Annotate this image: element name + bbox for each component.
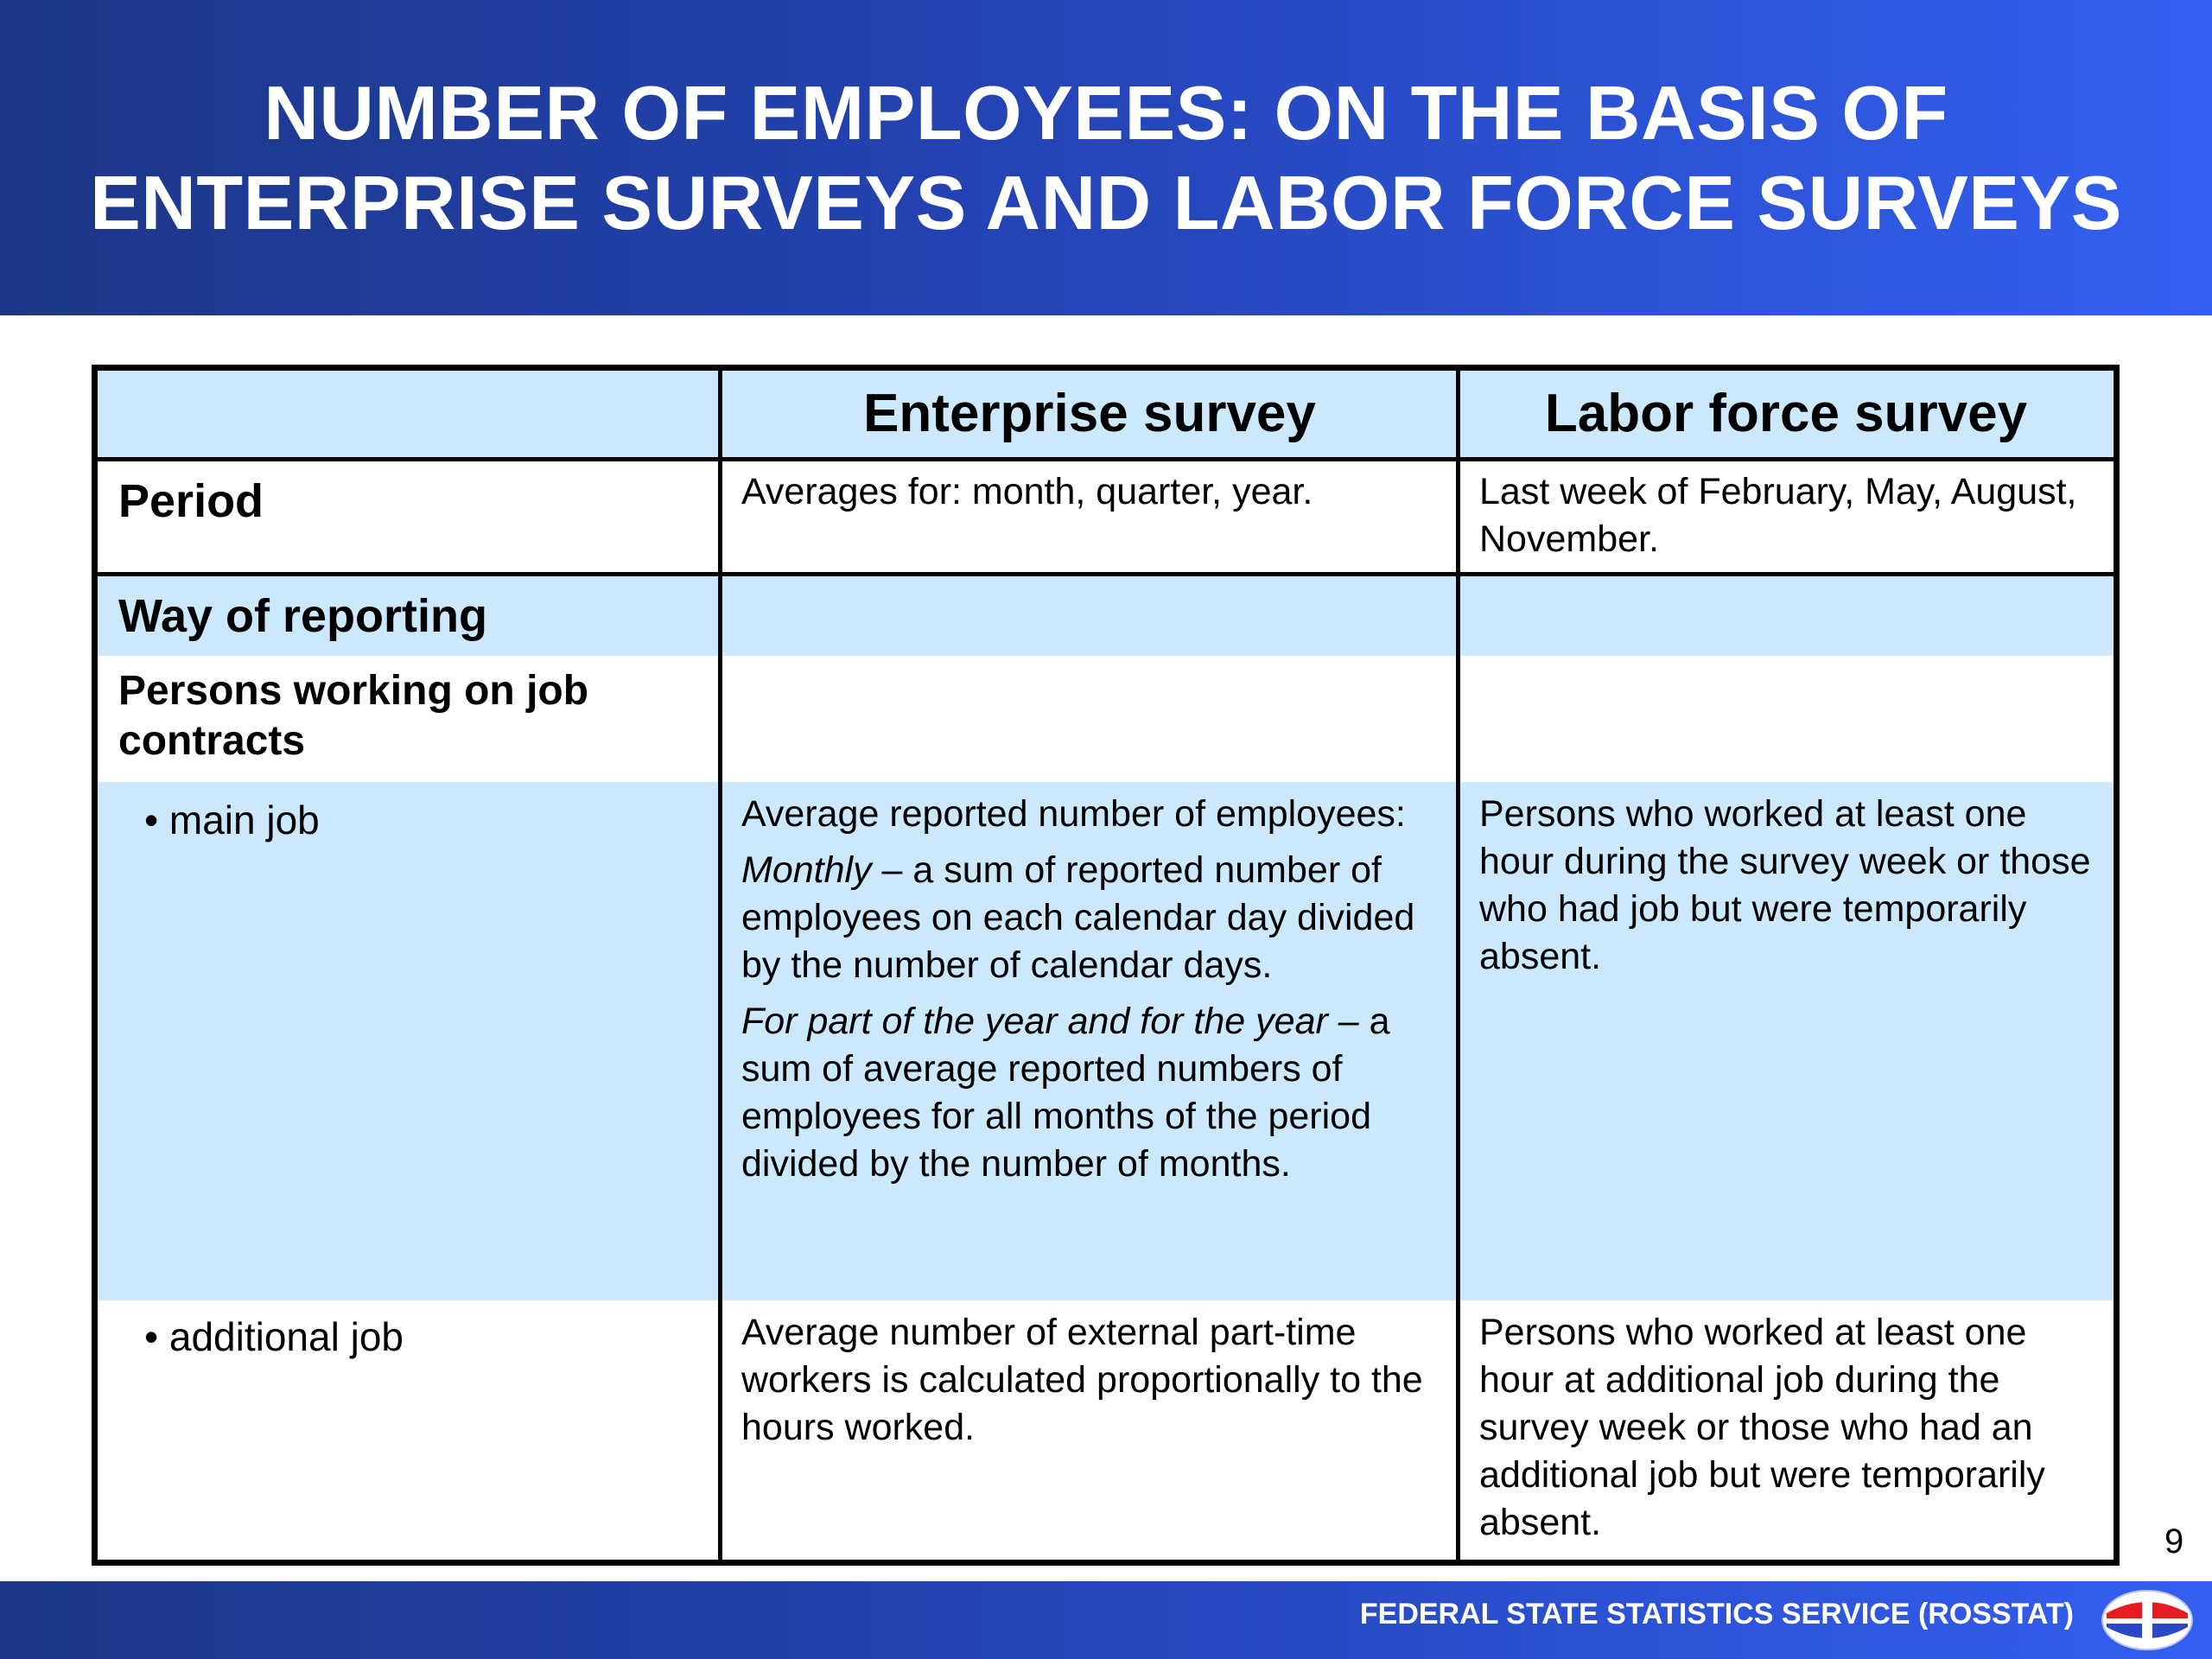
cell-additional-job-lfs: Persons who worked at least one hour at additional job during the survey week or those who had an additional job but were temporarily absent.: [1479, 1312, 2045, 1543]
table-row-way-of-reporting: [98, 576, 2113, 656]
monthly-lead: Monthly: [741, 849, 872, 891]
row-label-way-of-reporting: Way of reporting: [118, 590, 487, 642]
table-row-additional-job: [98, 1300, 2113, 1560]
footer-text: FEDERAL STATE STATISTICS SERVICE (ROSSTAT): [1359, 1598, 2074, 1630]
page-title-line-1: NUMBER OF EMPLOYEES: ON THE BASIS OF: [264, 69, 1948, 156]
cell-contracts-enterprise: [721, 656, 1459, 782]
cell-period-lfs: Last week of February, May, August, November.: [1479, 471, 2077, 560]
main-job-enterprise-year: [741, 998, 1441, 1188]
cell-contracts-lfs: [1459, 656, 2113, 782]
page-number: 9: [2164, 1522, 2184, 1560]
column-divider: [1456, 371, 1460, 1560]
cell-main-job-lfs: Persons who worked at least one hour during the survey week or those who had job but were temporarily absent.: [1479, 793, 2091, 977]
header-cell-empty: [98, 371, 721, 457]
monthly-text: – a sum of reported number of employees on each calendar day divided by the number of calendar days.: [741, 849, 1415, 986]
row-label-period: Period: [118, 475, 264, 527]
footer-banner: [0, 1581, 2212, 1659]
row-label-job-contracts: Persons working on job contracts: [118, 668, 589, 764]
main-job-enterprise-monthly: [741, 847, 1441, 989]
page-title-line-2: ENTERPRISE SURVEYS AND LABOR FORCE SURVEYS: [90, 159, 2122, 245]
main-job-enterprise-intro: Average reported number of employees:: [741, 793, 1406, 835]
cell-period-enterprise: Averages for: month, quarter, year.: [741, 471, 1313, 512]
rosstat-logo-icon: [2100, 1587, 2195, 1653]
cell-main-job-enterprise: [721, 782, 1459, 1300]
year-text: a sum of average reported numbers of employees for all months of the period divided by the number of months.: [741, 1001, 1390, 1185]
row-label-main-job: • main job: [144, 798, 320, 842]
header-cell-labor-force-survey: Labor force survey: [1544, 384, 2028, 443]
cell-reporting-lfs: [1459, 576, 2113, 656]
table-row-main-job: [98, 782, 2113, 1300]
cell-additional-job-enterprise: Average number of external part-time workers is calculated proportionally to the hours worked.: [741, 1312, 1423, 1448]
table-row-period: [98, 461, 2113, 572]
page-title: [0, 0, 2212, 315]
table-row-job-contracts: [98, 656, 2113, 782]
header-cell-enterprise-survey: Enterprise survey: [863, 384, 1316, 443]
cell-reporting-enterprise: [721, 576, 1459, 656]
comparison-table: [92, 365, 2120, 1566]
year-lead: For part of the year and for the year –: [741, 1001, 1359, 1042]
table-header-row: [98, 371, 2113, 457]
column-divider: [718, 371, 722, 1560]
row-label-additional-job: • additional job: [144, 1314, 404, 1359]
